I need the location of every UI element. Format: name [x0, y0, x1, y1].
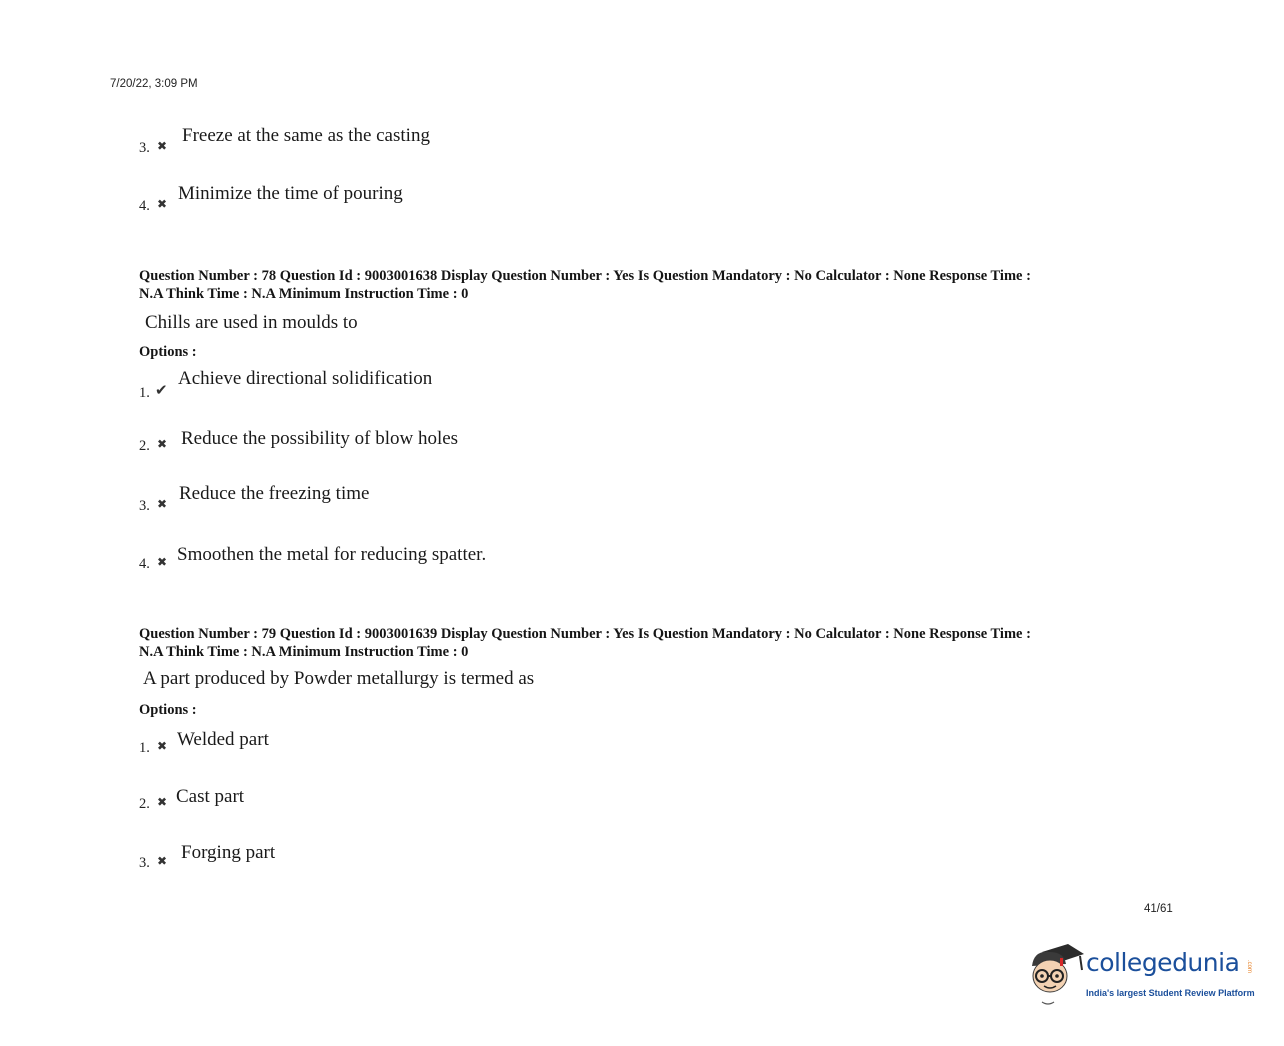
option-text: Freeze at the same as the casting: [182, 125, 430, 146]
cross-icon: ✖: [157, 497, 168, 511]
print-timestamp: 7/20/22, 3:09 PM: [110, 78, 198, 90]
option-number: 1.: [139, 740, 150, 756]
options-label: Options :: [139, 702, 197, 718]
option-number: 2.: [139, 796, 150, 812]
logo-suffix: .com: [1246, 960, 1252, 974]
option-number: 4.: [139, 198, 150, 214]
page-number: 41/61: [1144, 903, 1173, 915]
option-number: 2.: [139, 438, 150, 454]
option-text: Minimize the time of pouring: [178, 183, 403, 204]
cross-icon: ✖: [157, 555, 168, 569]
option-number: 3.: [139, 140, 150, 156]
option-text: Smoothen the metal for reducing spatter.: [177, 544, 487, 565]
cross-icon: ✖: [157, 139, 168, 153]
option-number: 3.: [139, 855, 150, 871]
check-icon: ✔: [155, 381, 168, 399]
cross-icon: ✖: [157, 437, 168, 451]
question-meta: [139, 267, 1149, 303]
collegedunia-logo: [1024, 940, 1264, 1010]
cross-icon: ✖: [157, 197, 168, 211]
options-label: Options :: [139, 344, 197, 360]
cross-icon: ✖: [157, 739, 168, 753]
option-text: Achieve directional solidification: [178, 368, 433, 389]
option-text: Welded part: [177, 729, 269, 750]
logo-tagline: India's largest Student Review Platform: [1086, 988, 1255, 998]
question-meta: [139, 625, 1149, 661]
question-text: Chills are used in moulds to: [145, 312, 358, 333]
option-number: 1.: [139, 385, 150, 401]
option-text: Forging part: [181, 842, 276, 863]
question-meta-line: N.A Think Time : N.A Minimum Instruction Time : 0: [139, 644, 469, 660]
option-number: 4.: [139, 556, 150, 572]
option-text: Cast part: [176, 786, 245, 807]
option-text: Reduce the possibility of blow holes: [181, 428, 459, 449]
question-meta-line: N.A Think Time : N.A Minimum Instruction Time : 0: [139, 286, 469, 302]
cross-icon: ✖: [157, 854, 168, 868]
question-meta-line: Question Number : 78 Question Id : 9003001638 Display Question Number : Yes Is Question Mandatory : No Calculator : None Response Time :: [139, 268, 1031, 284]
question-meta-line: Question Number : 79 Question Id : 9003001639 Display Question Number : Yes Is Question Mandatory : No Calculator : None Response Time :: [139, 626, 1031, 642]
option-number: 3.: [139, 498, 150, 514]
question-text: A part produced by Powder metallurgy is termed as: [143, 668, 535, 689]
cross-icon: ✖: [157, 795, 168, 809]
mascot-icon: [1024, 940, 1084, 1010]
option-text: Reduce the freezing time: [179, 483, 370, 504]
logo-wordmark: collegedunia: [1086, 948, 1240, 977]
